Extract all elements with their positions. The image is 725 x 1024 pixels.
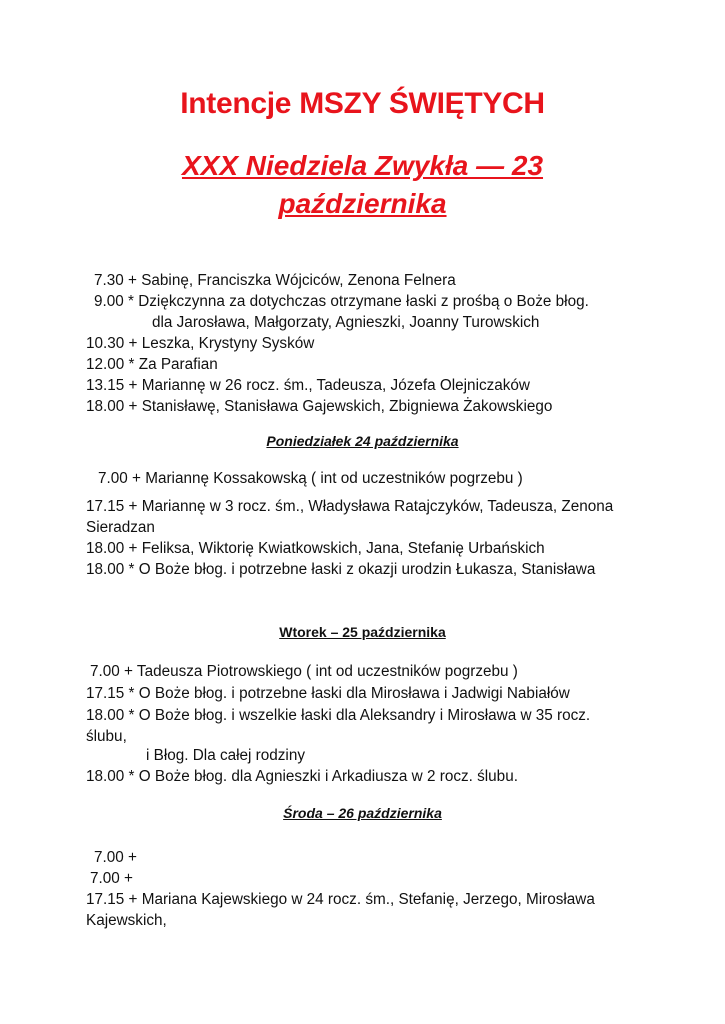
mass-intention-line: 7.00 + Mariannę Kossakowską ( int od uczestników pogrzebu ) [98,470,523,487]
day-header-monday: Poniedziałek 24 października [266,433,459,449]
mass-intention-line: 12.00 * Za Parafian [86,356,218,373]
mass-intention-line: 18.00 * O Boże błog. i potrzebne łaski z okazji urodzin Łukasza, Stanisława [86,561,596,578]
subtitle-line-2: października [278,188,447,219]
mass-intention-line: 7.30 + Sabinę, Franciszka Wójciców, Zenona Felnera [94,272,456,289]
mass-intention-line: 18.00 + Feliksa, Wiktorię Kwiatkowskich, Jana, Stefanię Urbańskich [86,540,545,557]
mass-intention-line: ślubu, [86,728,127,745]
mass-intention-line: 10.30 + Leszka, Krystyny Sysków [86,335,315,352]
page-title: Intencje MSZY ŚWIĘTYCH [180,87,545,120]
mass-intention-line: 13.15 + Mariannę w 26 rocz. śm., Tadeusza, Józefa Olejniczaków [86,377,530,394]
subtitle-line-1: XXX Niedziela Zwykła — 23 [181,150,544,181]
page-subtitle [0,147,725,223]
mass-intention-line: 7.00 + Tadeusza Piotrowskiego ( int od uczestników pogrzebu ) [90,663,518,680]
mass-intention-line: 17.15 + Mariana Kajewskiego w 24 rocz. śm., Stefanię, Jerzego, Mirosława [86,891,595,908]
mass-intention-line: 18.00 * O Boże błog. dla Agnieszki i Arkadiusza w 2 rocz. ślubu. [86,768,518,785]
mass-intention-line: 9.00 * Dziękczynna za dotychczas otrzymane łaski z prośbą o Boże błog. [94,293,589,310]
mass-intention-line: 18.00 * O Boże błog. i wszelkie łaski dla Aleksandry i Mirosława w 35 rocz. [86,707,591,724]
day-header-tuesday: Wtorek – 25 października [279,624,446,640]
mass-intention-line: i Błog. Dla całej rodziny [146,747,305,764]
mass-intention-line: dla Jarosława, Małgorzaty, Agnieszki, Joanny Turowskich [152,314,540,331]
mass-intention-line: 18.00 + Stanisławę, Stanisława Gajewskich, Zbigniewa Żakowskiego [86,398,553,415]
mass-intention-line: 17.15 + Mariannę w 3 rocz. śm., Władysława Ratajczyków, Tadeusza, Zenona [86,498,614,515]
mass-intention-line: Sieradzan [86,519,155,536]
day-header-wednesday: Środa – 26 października [283,805,442,821]
mass-intention-line: 7.00 + [94,849,137,866]
mass-intention-line: Kajewskich, [86,912,167,929]
mass-intention-line: 17.15 * O Boże błog. i potrzebne łaski dla Mirosława i Jadwigi Nabiałów [86,685,570,702]
mass-intention-line: 7.00 + [90,870,133,887]
